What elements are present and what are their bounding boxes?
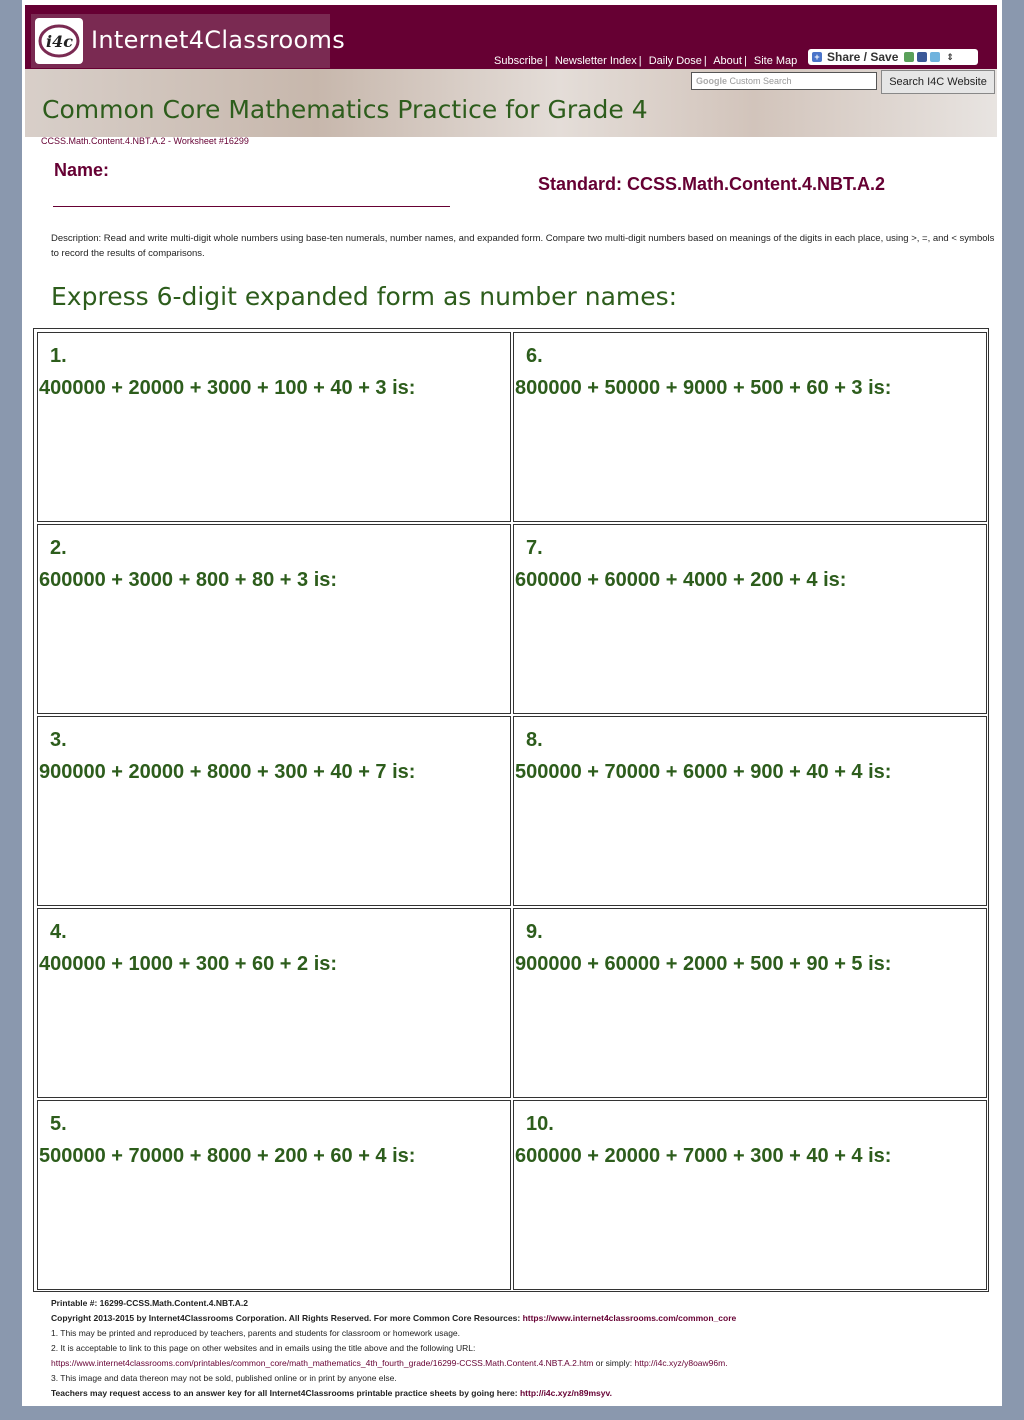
nav-daily-dose[interactable]: Daily Dose [648,55,702,67]
question-number: 4. [50,921,67,943]
page-title: Common Core Mathematics Practice for Grade 4 [42,95,648,124]
question-text: 600000 + 60000 + 4000 + 200 + 4 is: [515,569,847,591]
banner [25,69,997,137]
name-line [53,206,450,207]
question-number: 6. [526,345,543,367]
question-text: 600000 + 3000 + 800 + 80 + 3 is: [39,569,338,591]
nav-subscribe[interactable]: Subscribe [494,55,543,67]
search-placeholder: Custom Search [729,76,792,86]
search-input[interactable] [691,72,877,90]
question-cell [37,332,511,522]
question-number: 9. [526,921,543,943]
question-cell [37,524,511,714]
facebook-icon [917,52,927,62]
standard-label: Standard: CCSS.Math.Content.4.NBT.A.2 [538,174,886,194]
chevron-updown-icon: ⇕ [946,51,954,62]
worksheet-page [22,0,1002,1406]
or-simply: or simply: [595,1358,633,1368]
question-cell [513,716,987,906]
answer-key-link[interactable]: http://i4c.xyz/n89msyv. [519,1388,612,1398]
i4c-logo-icon [35,18,83,64]
nav-site-map[interactable]: Site Map [753,55,798,67]
question-text: 800000 + 50000 + 9000 + 500 + 60 + 3 is: [515,377,892,399]
question-number: 2. [50,537,67,559]
email-share-icon [904,52,914,62]
question-number: 5. [50,1113,67,1135]
share-save-button[interactable] [808,49,978,65]
question-text: 500000 + 70000 + 6000 + 900 + 40 + 4 is: [515,761,892,783]
note-3: 3. This image and data thereon may not be sold, published online or in print by anyone else. [51,1373,397,1383]
question-grid [33,328,989,1292]
note-1: 1. This may be printed and reproduced by teachers, parents and students for classroom or homework usage. [51,1328,461,1338]
question-cell [37,908,511,1098]
question-number: 1. [50,345,67,367]
question-cell [37,716,511,906]
share-label: Share / Save [827,50,899,64]
site-logo[interactable] [31,14,345,68]
search-button[interactable]: Search I4C Website [881,70,995,94]
question-text: 900000 + 20000 + 8000 + 300 + 40 + 7 is: [39,761,416,783]
question-text: 600000 + 20000 + 7000 + 300 + 40 + 4 is: [515,1145,892,1167]
breadcrumb: CCSS.Math.Content.4.NBT.A.2 - Worksheet #16299 [41,136,249,146]
nav-about[interactable]: About [713,55,742,67]
question-cell [513,908,987,1098]
question-cell [513,332,987,522]
nav-newsletter-index[interactable]: Newsletter Index [554,55,637,67]
site-header [25,5,997,69]
note-2: 2. It is acceptable to link to this page on other websites and in emails using the title above and the following URL: [51,1343,476,1353]
question-text: 400000 + 20000 + 3000 + 100 + 40 + 3 is: [39,377,416,399]
name-label: Name: [54,160,110,180]
copyright: Copyright 2013-2015 by Internet4Classrooms Corporation. All Rights Reserved. For more Common Core Resources: [51,1313,521,1323]
top-nav: Subscribe | Newsletter Index | Daily Dose | About | Site Map [494,55,798,67]
question-text: 900000 + 60000 + 2000 + 500 + 90 + 5 is: [515,953,892,975]
footer [51,1296,991,1401]
svg-text:i4c: i4c [46,32,73,51]
question-cell [513,524,987,714]
google-logo-icon: Google [696,76,727,86]
instruction-heading: Express 6-digit expanded form as number names: [51,282,678,311]
short-url-link[interactable]: http://i4c.xyz/y8oaw96m. [634,1358,728,1368]
question-cell [513,1100,987,1290]
question-cell [37,1100,511,1290]
question-number: 10. [526,1113,554,1135]
question-number: 7. [526,537,543,559]
logo-text: Internet4Classrooms [91,26,345,54]
printable-number: Printable #: 16299-CCSS.Math.Content.4.NBT.A.2 [51,1298,248,1308]
twitter-icon [930,52,940,62]
question-number: 8. [526,729,543,751]
plus-icon: + [812,52,822,62]
question-number: 3. [50,729,67,751]
description: Description: Read and write multi-digit whole numbers using base-ten numerals, number names, and expanded form. Compare two multi-digit numbers based on meanings of the digits in each place, using >, =, and < symbols to record the results of comparisons. [51,233,995,259]
worksheet-url-link[interactable]: https://www.internet4classrooms.com/printables/common_core/math_mathematics_4th_fourth_grade/16299-CCSS.Math.Content.4.NBT.A.2.htm [51,1358,594,1368]
common-core-link[interactable]: https://www.internet4classrooms.com/common_core [522,1313,737,1323]
answer-key-note: Teachers may request access to an answer key for all Internet4Classrooms printable practice sheets by going here: [51,1388,518,1398]
question-text: 400000 + 1000 + 300 + 60 + 2 is: [39,953,338,975]
question-text: 500000 + 70000 + 8000 + 200 + 60 + 4 is: [39,1145,416,1167]
